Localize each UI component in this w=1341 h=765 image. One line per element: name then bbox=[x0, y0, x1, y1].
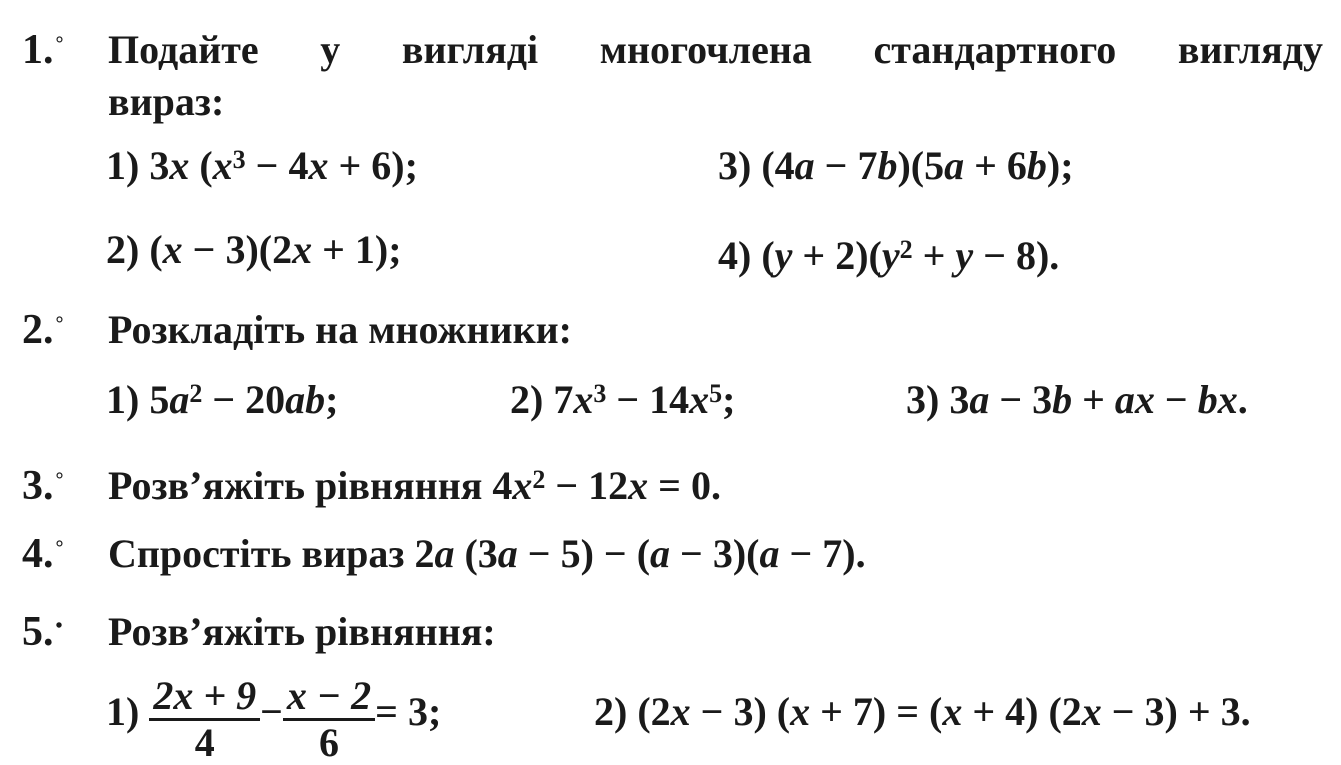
difficulty-mark: ° bbox=[55, 33, 64, 55]
task-2-text: Розкладіть на множники: bbox=[108, 307, 573, 352]
task-5-item-2: 2) (2x − 3) (x + 7) = (x + 4) (2x − 3) + 3. bbox=[594, 689, 1251, 734]
task-2-item-3: 3) 3a − 3b + ax − bx. bbox=[906, 377, 1248, 422]
difficulty-mark: ° bbox=[55, 313, 64, 335]
fraction-2: $\frac{x - 2}{6}$ bbox=[283, 674, 375, 765]
fraction-1: $\frac{2x + 9}{4}$ bbox=[149, 674, 260, 765]
task-3-text: Розв’яжіть рівняння $4x^2 - 12x = 0$. bbox=[108, 463, 721, 508]
task-4-text: Спростіть вираз 2a (3a − 5) − (a − 3)(a − 7). bbox=[108, 531, 866, 576]
task-1-item-2: 2) (x − 3)(2x + 1); bbox=[106, 227, 402, 272]
task-2-item-1: 1) $5a^2 - 20ab$; bbox=[106, 377, 339, 422]
task-4-number: 4. ° bbox=[22, 531, 64, 577]
task-1-item-1: 1) 3x $(x^3 - 4x + 6)$; bbox=[106, 143, 418, 188]
task-2-number: 2. ° bbox=[22, 307, 64, 353]
task-1-text-line1: Подайте у вигляді многочлена стандартного вигляду bbox=[108, 27, 1323, 72]
task-5-number: 5. • bbox=[22, 609, 63, 655]
task-1-number: 1. ° bbox=[22, 27, 64, 73]
task-1-item-3: 3) (4a − 7b)(5a + 6b); bbox=[718, 143, 1074, 188]
difficulty-mark: ° bbox=[55, 537, 64, 559]
task-3-number: 3. ° bbox=[22, 463, 64, 509]
task-5-item-1: 1) $\frac{2x + 9}{4}$ − $\frac{x - 2}{6}$ = 3; bbox=[106, 673, 442, 765]
difficulty-mark: ° bbox=[55, 469, 64, 491]
task-1-text-line2: вираз: bbox=[108, 79, 225, 124]
task-5-text: Розв’яжіть рівняння: bbox=[108, 609, 496, 654]
task-2-item-2: 2) $7x^3 - 14x^5$; bbox=[510, 377, 736, 422]
task-1-item-4: 4) $(y + 2)(y^2 + y - 8)$. bbox=[718, 233, 1060, 278]
difficulty-mark: • bbox=[55, 615, 63, 637]
